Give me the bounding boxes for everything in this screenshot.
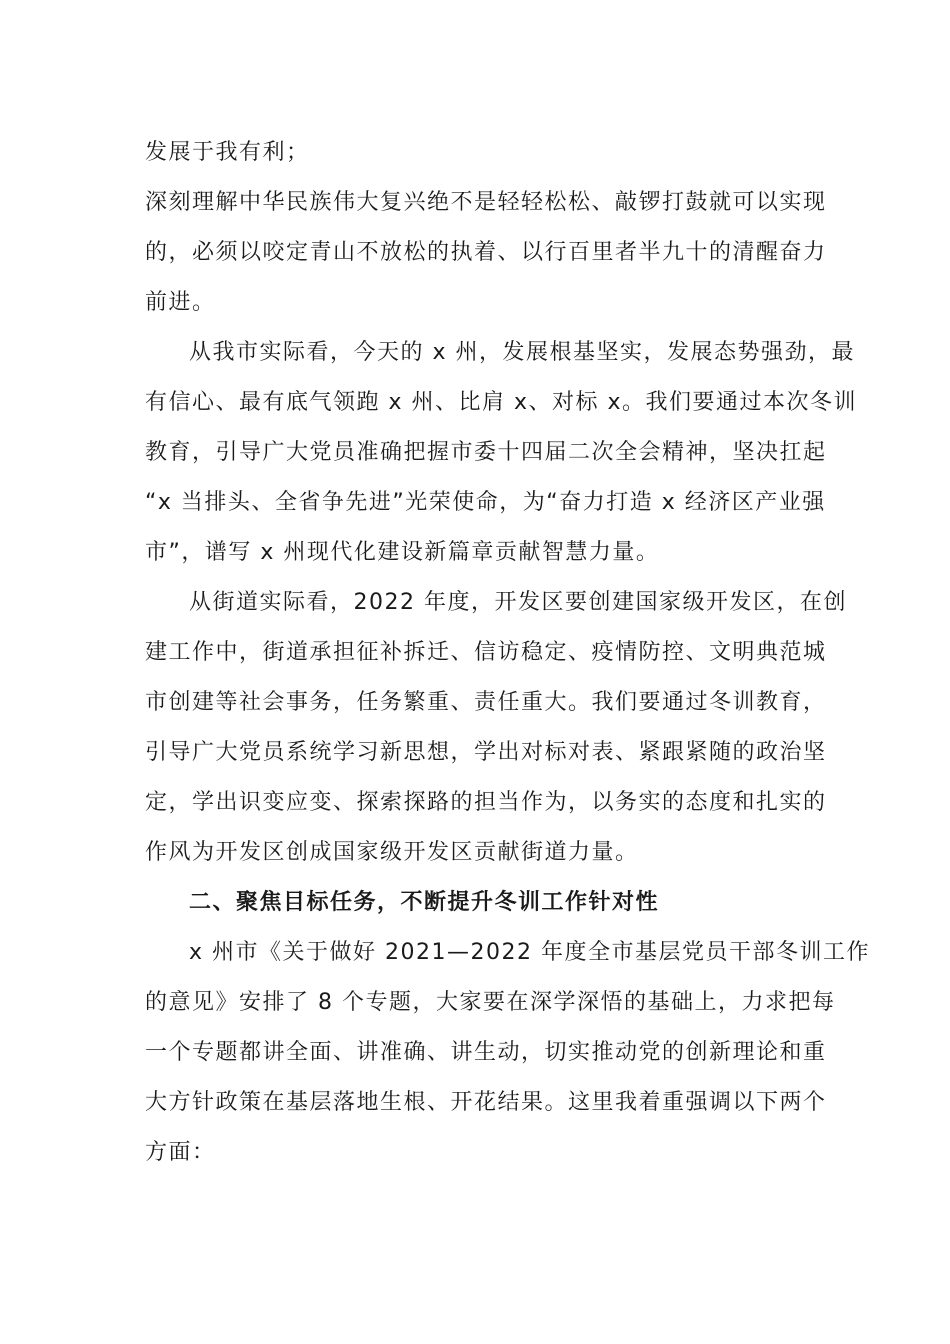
paragraph-line: 前进。 [145,290,216,315]
paragraph-line: 深刻理解中华民族伟大复兴绝不是轻轻松松、敲锣打鼓就可以实现 [145,190,827,215]
paragraph-line: 大方针政策在基层落地生根、开花结果。这里我着重强调以下两个 [145,1090,827,1115]
paragraph-line: 有信心、最有底气领跑 x 州、比肩 x、对标 x。我们要通过本次冬训 [145,390,858,415]
paragraph-line: 一个专题都讲全面、讲准确、讲生动，切实推动党的创新理论和重 [145,1040,827,1065]
document-page [145,128,870,1178]
paragraph-line: 从我市实际看，今天的 x 州，发展根基坚实，发展态势强劲，最 [189,340,856,365]
paragraph-line: “x 当排头、全省争先进”光荣使命，为“奋力打造 x 经济区产业强 [145,490,826,515]
paragraph-line: 定，学出识变应变、探索探路的担当作为，以务实的态度和扎实的 [145,790,827,815]
paragraph-line: 教育，引导广大党员准确把握市委十四届二次全会精神，坚决扛起 [145,440,827,465]
paragraph-line: 市创建等社会事务，任务繁重、责任重大。我们要通过冬训教育， [145,690,827,715]
paragraph-line: 建工作中，街道承担征补拆迁、信访稳定、疫情防控、文明典范城 [145,640,827,665]
paragraph-line: 方面： [145,1140,216,1165]
paragraph-line: 的意见》安排了 8 个专题，大家要在深学深悟的基础上，力求把每 [145,990,836,1015]
paragraph-line: 市”，谱写 x 州现代化建设新篇章贡献智慧力量。 [145,540,660,565]
paragraph-line: 发展于我有利； [145,140,310,165]
paragraph-line: 的，必须以咬定青山不放松的执着、以行百里者半九十的清醒奋力 [145,240,827,265]
paragraph-line: 引导广大党员系统学习新思想，学出对标对表、紧跟紧随的政治坚 [145,740,827,765]
paragraph-line: x 州市《关于做好 2021—2022 年度全市基层党员干部冬训工作 [189,940,870,965]
section-heading: 二、聚焦目标任务，不断提升冬训工作针对性 [189,890,660,915]
paragraph-line: 从街道实际看，2022 年度，开发区要创建国家级开发区，在创 [189,590,847,615]
paragraph-line: 作风为开发区创成国家级开发区贡献街道力量。 [145,840,639,865]
